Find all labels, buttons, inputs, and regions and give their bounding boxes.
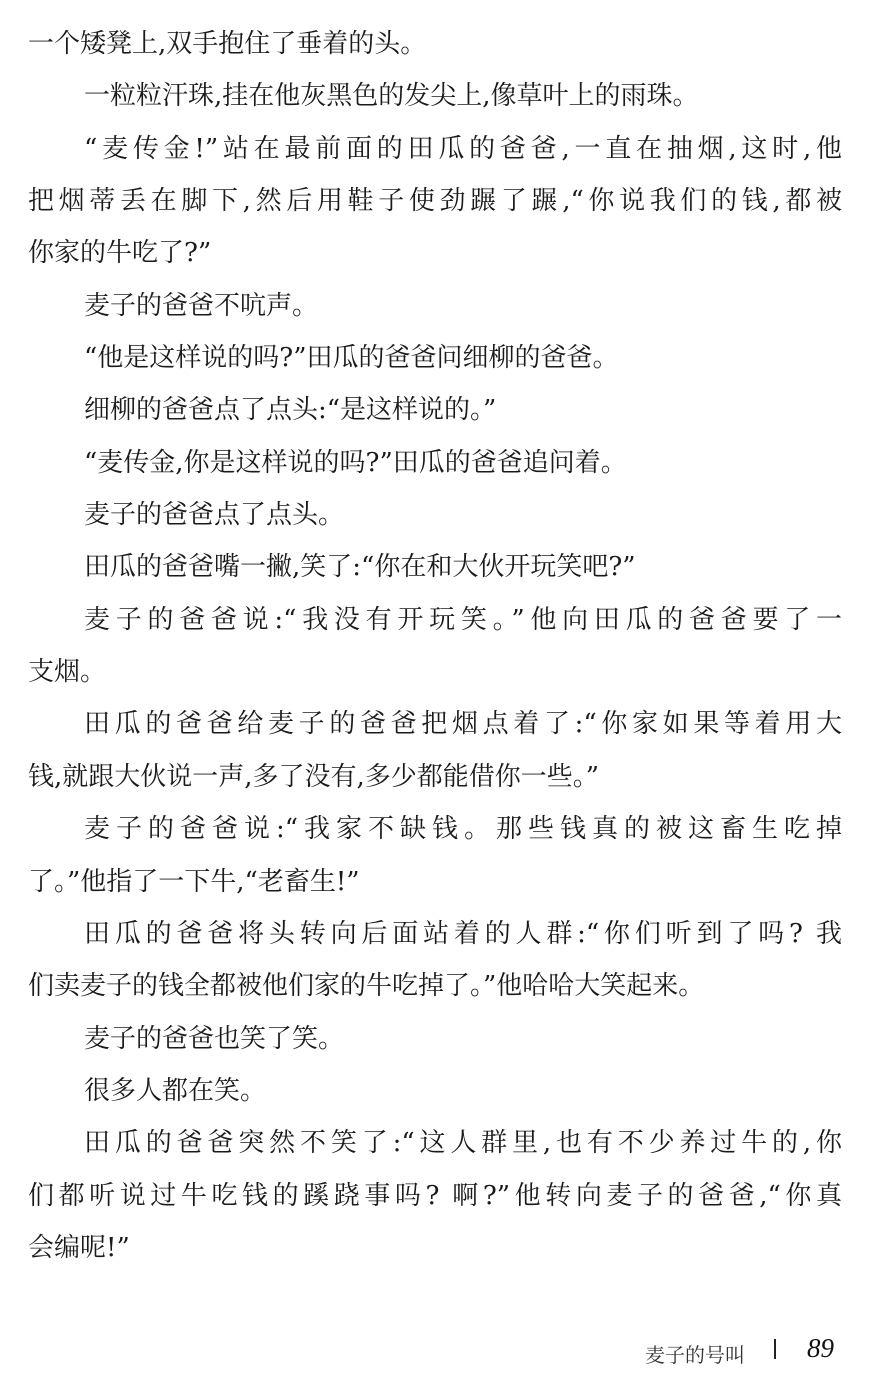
text-line: 麦子的爸爸也笑了笑。 <box>84 1023 345 1054</box>
text-line: 把烟蒂丢在脚下,然后用鞋子使劲蹍了蹍,“你说我们的钱,都被 <box>28 186 842 217</box>
text-line: 麦子的爸爸说:“我没有开玩笑。”他向田瓜的爸爸要了一 <box>84 604 842 635</box>
text-line: 田瓜的爸爸突然不笑了:“这人群里,也有不少养过牛的,你 <box>84 1128 842 1159</box>
text-line: 麦子的爸爸点了点头。 <box>84 500 345 531</box>
text-line: 们都听说过牛吃钱的蹊跷事吗? 啊?”他转向麦子的爸爸,“你真 <box>28 1180 842 1211</box>
text-line: 你家的牛吃了?” <box>28 238 212 269</box>
body-text <box>28 18 842 1274</box>
text-line: 田瓜的爸爸将头转向后面站着的人群:“你们听到了吗? 我 <box>84 918 842 949</box>
text-line: 麦子的爸爸说:“我家不缺钱。那些钱真的被这畜生吃掉 <box>84 814 842 845</box>
page-footer <box>640 1333 840 1369</box>
text-line: 们卖麦子的钱全都被他们家的牛吃掉了。”他哈哈大笑起来。 <box>28 971 705 1002</box>
text-line: 一粒粒汗珠,挂在他灰黑色的发尖上,像草叶上的雨珠。 <box>84 81 699 112</box>
text-line: 了。”他指了一下牛,“老畜生!” <box>28 866 360 897</box>
text-line: 支烟。 <box>28 657 107 688</box>
text-line: “他是这样说的吗?”田瓜的爸爸问细柳的爸爸。 <box>84 343 619 374</box>
text-line: 麦子的爸爸不吭声。 <box>84 290 319 321</box>
text-line: 一个矮凳上,双手抱住了垂着的头。 <box>28 29 427 59</box>
text-line: 会编呢!” <box>28 1232 130 1263</box>
running-title: 麦子的号叫 <box>645 1343 745 1367</box>
text-line: “麦传金!”站在最前面的田瓜的爸爸,一直在抽烟,这时,他 <box>84 133 842 164</box>
text-line: 钱,就跟大伙说一声,多了没有,多少都能借你一些。” <box>28 761 600 792</box>
text-line: 田瓜的爸爸嘴一撇,笑了:“你在和大伙开玩笑吧?” <box>84 552 636 583</box>
text-line: 细柳的爸爸点了点头:“是这样说的。” <box>84 395 497 426</box>
page-number: 89 <box>807 1333 834 1363</box>
text-line: “麦传金,你是这样说的吗?”田瓜的爸爸追问着。 <box>84 447 627 478</box>
text-line: 很多人都在笑。 <box>84 1075 267 1106</box>
footer-separator <box>774 1339 776 1359</box>
text-line: 田瓜的爸爸给麦子的爸爸把烟点着了:“你家如果等着用大 <box>84 709 842 740</box>
